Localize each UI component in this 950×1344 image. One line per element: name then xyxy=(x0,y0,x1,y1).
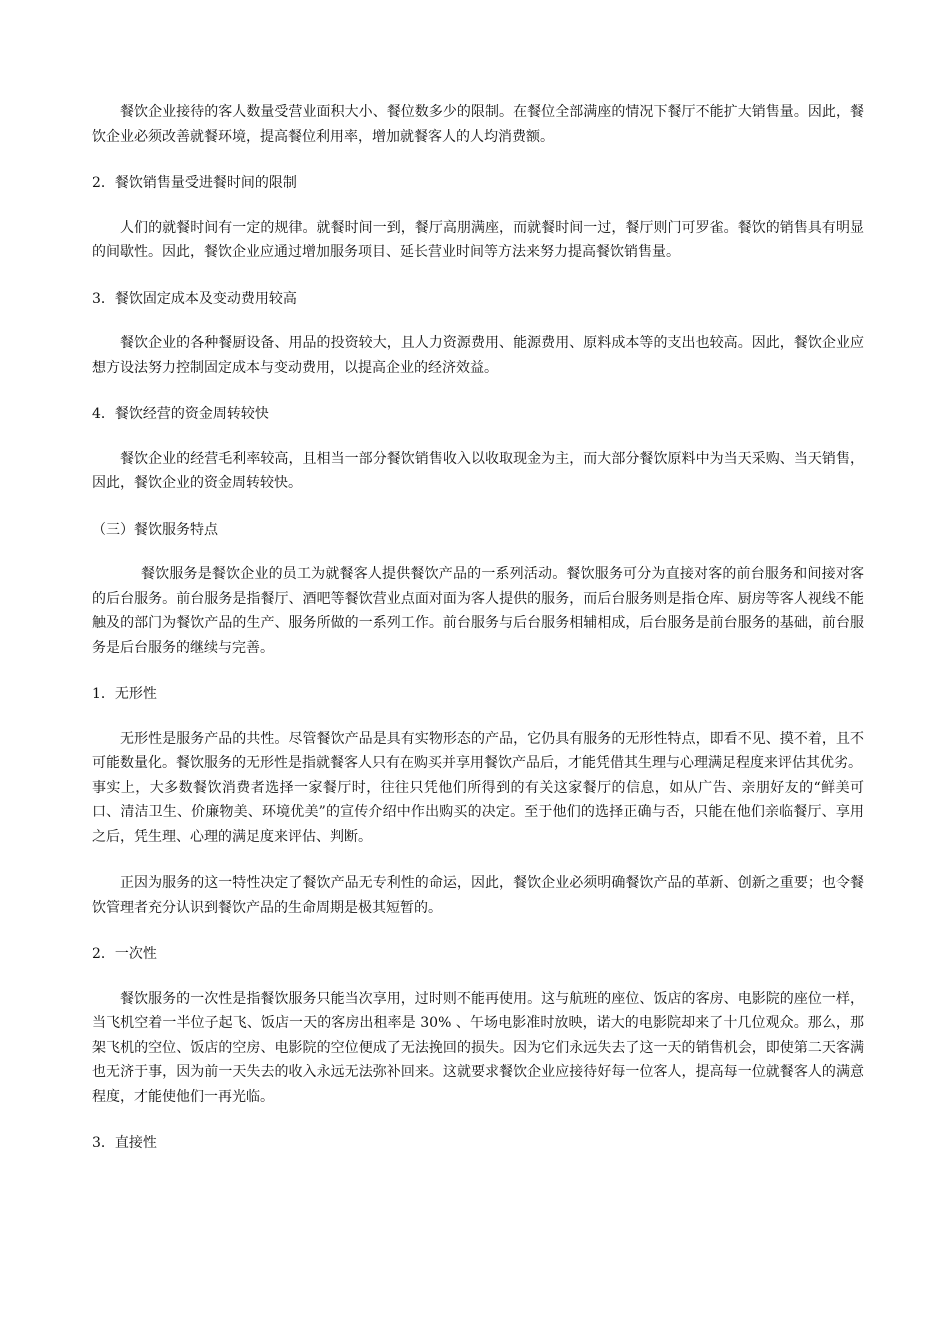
section-heading: 1．无形性 xyxy=(92,686,157,702)
section-heading: 2．餐饮销售量受进餐时间的限制 xyxy=(92,175,297,191)
paragraph: 人们的就餐时间有一定的规律。就餐时间一到，餐厅高朋满座，而就餐时间一过，餐厅则门可罗雀。餐饮的销售具有明显的间歇性。因此，餐饮企业应通过增加服务项目、延长营业时间等方法来努力提高餐饮销售量。 xyxy=(92,219,864,260)
document-page xyxy=(92,100,864,1156)
section-heading: 2．一次性 xyxy=(92,946,157,962)
paragraph: 餐饮企业的各种餐厨设备、用品的投资较大，且人力资源费用、能源费用、原料成本等的支出也较高。因此，餐饮企业应想方设法努力控制固定成本与变动费用，以提高企业的经济效益。 xyxy=(92,335,864,376)
paragraph: 事实上，大多数餐饮消费者选择一家餐厅时，往往只凭他们所得到的有关这家餐厅的信息，如从广告、亲朋好友的“鲜美可口、清洁卫生、价廉物美、环境优美”的宣传介绍中作出购买的决定。至于他们的选择正确与否，只能在他们亲临餐厅、享用之后，凭生理、心理的满足度来评估、判断。 xyxy=(92,779,864,845)
paragraph: 餐饮服务是餐饮企业的员工为就餐客人提供餐饮产品的一系列活动。餐饮服务可分为直接对客的前台服务和间接对客的后台服务。前台服务是指餐厅、酒吧等餐饮营业点面对面为客人提供的服务，而后台服务则是指仓库、厨房等客人视线不能触及的部门为餐饮产品的生产、服务所做的一系列工作。前台服务与后台服务相辅相成，后台服务是前台服务的基础，前台服务是后台服务的继续与完善。 xyxy=(92,566,864,656)
paragraph: 餐饮企业的经营毛利率较高，且相当一部分餐饮销售收入以收取现金为主，而大部分餐饮原料中为当天采购、当天销售，因此，餐饮企业的资金周转较快。 xyxy=(92,450,864,491)
section-heading: （三）餐饮服务特点 xyxy=(92,521,218,538)
paragraph: 无形性是服务产品的共性。尽管餐饮产品是具有实物形态的产品，它仍具有服务的无形性特点，即看不见、摸不着，且不可能数量化。餐饮服务的无形性是指就餐客人只有在购买并享用餐饮产品后，才能凭借其生理与心理满足程度来评估其优劣。 xyxy=(92,730,864,771)
paragraph: 正因为服务的这一特性决定了餐饮产品无专利性的命运，因此，餐饮企业必须明确餐饮产品的革新、创新之重要；也令餐饮管理者充分认识到餐饮产品的生命周期是极其短暂的。 xyxy=(92,875,864,916)
paragraph: 餐饮企业接待的客人数量受营业面积大小、餐位数多少的限制。在餐位全部满座的情况下餐厅不能扩大销售量。因此，餐饮企业必须改善就餐环境，提高餐位利用率，增加就餐客人的人均消费额。 xyxy=(92,104,864,145)
section-heading: 3．餐饮固定成本及变动费用较高 xyxy=(92,290,297,307)
paragraph: 餐饮服务的一次性是指餐饮服务只能当次享用，过时则不能再使用。这与航班的座位、饭店的客房、电影院的座位一样，当飞机空着一半位子起飞、饭店一天的客房出租率是 30% 、午场电影准时放映，诺大的电影院却来了十几位观众。那么，那架飞机的空位、饭店的空房、电影院的空位便成了无法挽回的损失。因为它们永远失去了这一天的销售机会，即使第二天客满也无济于事，因为前一天失去的收入永远无法弥补回来。这就要求餐饮企业应接待好每一位客人，提高每一位就餐客人的满意程度，才能使他们一再光临。 xyxy=(92,990,864,1105)
section-heading: 3．直接性 xyxy=(92,1135,157,1151)
section-heading: 4．餐饮经营的资金周转较快 xyxy=(92,406,269,422)
